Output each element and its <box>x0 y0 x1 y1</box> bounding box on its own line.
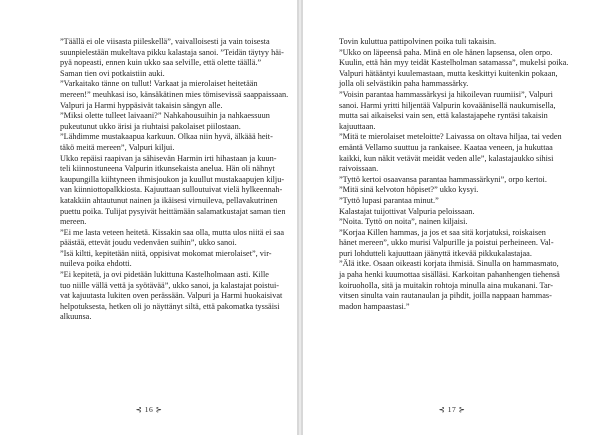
text-line: ”Noita. Tyttö on noita”, nainen kiljaisi. <box>339 217 468 227</box>
text-line: vitsen sinulta vain rautanaulan ja pihdit, joilla nappaan hammas- <box>339 291 552 301</box>
text-line: ”Älä itke. Osaan oikeasti korjata ihmisiä. Sinulla on hammasmato, <box>339 259 559 269</box>
text-line: puri lohdutteli kajuuttaan jäänyttä itkevää pikkukalastajaa. <box>339 248 532 258</box>
text-line: teli kiinnostuneena Valpurin itkunsekaista anelua. Hän oli nähnyt <box>60 164 275 174</box>
text-line: Valpuri ja Harmi hyppäsivät takaisin sängyn alle. <box>60 100 223 110</box>
text-line: Tovin kuluttua pattipolvinen poika tuli takaisin. <box>339 37 497 46</box>
text-line: ”Voisin parantaa hammassärkysi ja hikoilevan ruumiisi”, Valpuri <box>339 89 553 99</box>
text-line: kaikki, kun näkit vetävät meidät veden alle”, kalastajaukko sihisi <box>339 153 554 163</box>
text-line: vat kajuutasta lukiten oven perässään. Valpuri ja Harmi huokaisivat <box>60 291 283 301</box>
text-line: ja paha henki kuumottaa sisälläsi. Karkoitan pahanhengen tiehensä <box>339 270 560 280</box>
text-line: ”Ei kepitetä, ja ovi pidetään lukittuna Kastelholmaan asti. Kille <box>60 270 269 280</box>
text-line: emäntä Vellamo suuttuu ja rankaisee. Kaataa veneen, ja hukuttaa <box>339 142 553 152</box>
text-line: suunpielestään mukeltava pikku kalastaja sanoi. ”Teidän täytyy häi- <box>60 47 284 57</box>
text-line: ”Isä kiltti, kepitetään niitä, oppisivat mokomat mierolaiset”, vir- <box>60 248 272 258</box>
text-line: madon hampaastasi.” <box>339 301 410 311</box>
text-line: ”Lähdimme mustakaapua karkuun. Olkaa niin hyvä, älkäää heit- <box>60 132 273 142</box>
text-line: van kiinniottopalkkiosta. Kajuuttaan sulloutuivat vielä hylkeennah- <box>60 185 283 195</box>
text-line: ”Ei me lasta veteen heitetä. Kissakin saa olla, mutta ulos niitä ei saa <box>60 227 285 237</box>
text-line: ”Varkaitako tänne on tullut! Varkaat ja mierolaiset heitetään <box>60 79 258 89</box>
text-line: päästää, ettevät joudu vedenväen suihin”, ukko sanoi. <box>60 238 237 248</box>
text-line: ”Mitä te mierolaiset meteloitte? Laivassa on oltava hiljaa, tai veden <box>339 132 562 142</box>
text-line: ”Miksi olette tulleet laivaani?” Nahkahousuihin ja nahkaessuun <box>60 111 270 121</box>
left-page-number: ⊰ 16 ⊱ <box>135 405 163 414</box>
text-line: täkö meitä mereen”, Valpuri kiljui. <box>60 142 175 152</box>
text-line: mereen. <box>60 217 87 227</box>
text-line: Kalastajat tuijottivat Valpuria peloissaan. <box>339 206 475 216</box>
left-page <box>0 0 298 435</box>
text-line: nuileva poika ehdotti. <box>60 259 132 269</box>
text-line: ”Ukko on läpeensä paha. Minä en ole hänen lapsensa, olen orpo. <box>339 47 553 57</box>
text-line: puettu poika. Tulijat pysyivät heittämään salamatkustajat saman tien <box>60 206 286 216</box>
text-line: kaupungilla kiihtyneen ihmisjoukon ja kuullut mustakaapujen kilju- <box>60 174 285 184</box>
text-line: Valpuri hätääntyi kuulemastaan, mutta keskittyi kuitenkin pokaan, <box>339 68 558 78</box>
right-page-number: ⊰ 17 ⊱ <box>438 405 466 414</box>
text-line: mereen!” meuhkasi iso, känsäkätinen mies tömisevissä saappaissaan. <box>60 89 289 99</box>
text-line: mutta sai aikaiseksi vain sen, että kalastajapehe ryntäsi takaisin <box>339 111 548 121</box>
text-line: sanoi. Harmi yritti hiljentää Valpurin kovaäänisellä naukumisella, <box>339 100 556 110</box>
text-line: helpotuksesta, hetken oli jo näyttänyt siltä, että pakomatka tyssäisi <box>60 301 280 311</box>
text-line: hänet mereen”, ukko murisi Valpurille ja poistui perheineen. Val- <box>339 238 554 248</box>
text-line: koiruohoIla, sitä ja muitakin rohtoja minulla aina mukanani. Tar- <box>339 280 554 290</box>
text-line: alkuunsa. <box>60 312 92 322</box>
right-page-body <box>339 37 569 312</box>
text-line: raivoissaan. <box>339 164 379 174</box>
text-line: Saman tien ovi potkaistiin auki. <box>60 68 165 78</box>
text-line: ”Mitä sinä kelvoton höpiset?” ukko kysyi. <box>339 185 479 195</box>
text-line: pukeutunut ukko ärisi ja riuhtaisi pakolaiset piilostaan. <box>60 121 241 131</box>
text-line: kajuuttaan. <box>339 121 376 131</box>
text-line: jolla oli selvästikin paha hammassärky. <box>339 79 469 89</box>
text-line: ”Tyttö lupasi parantaa minut.” <box>339 195 439 205</box>
text-line: katakkiin ahtautunut nainen ja ikäisesi virnuileva, pellavakutrinen <box>60 195 278 205</box>
left-page-body <box>60 37 289 323</box>
text-line: ”Korjaa Killen hammas, ja jos et saa sitä korjatuksi, roiskaisen <box>339 227 546 237</box>
text-line: ”Tyttö kertoi osaavansa parantaa hammassärkyni”, orpo kertoi. <box>339 174 547 184</box>
right-page <box>302 0 600 435</box>
text-line: tuo niille vällä vettä ja syötävää”, ukko sanoi, ja kalastajat poistui- <box>60 280 280 290</box>
text-line: ”Täällä ei ole viisasta piileskellä”, vaivalloisesti ja vain toisesta <box>60 37 270 46</box>
text-line: Ukko repäisi raapivan ja sähisevän Harmin irti hihastaan ja kuun- <box>60 153 277 163</box>
text-line: pyä nopeasti, ennen kuin ukko saa selville, että olette täällä.” <box>60 58 262 68</box>
text-line: Kuulin, että hän myy teidät Kastelholman satamassa”, mukelsi poika. <box>339 58 569 68</box>
